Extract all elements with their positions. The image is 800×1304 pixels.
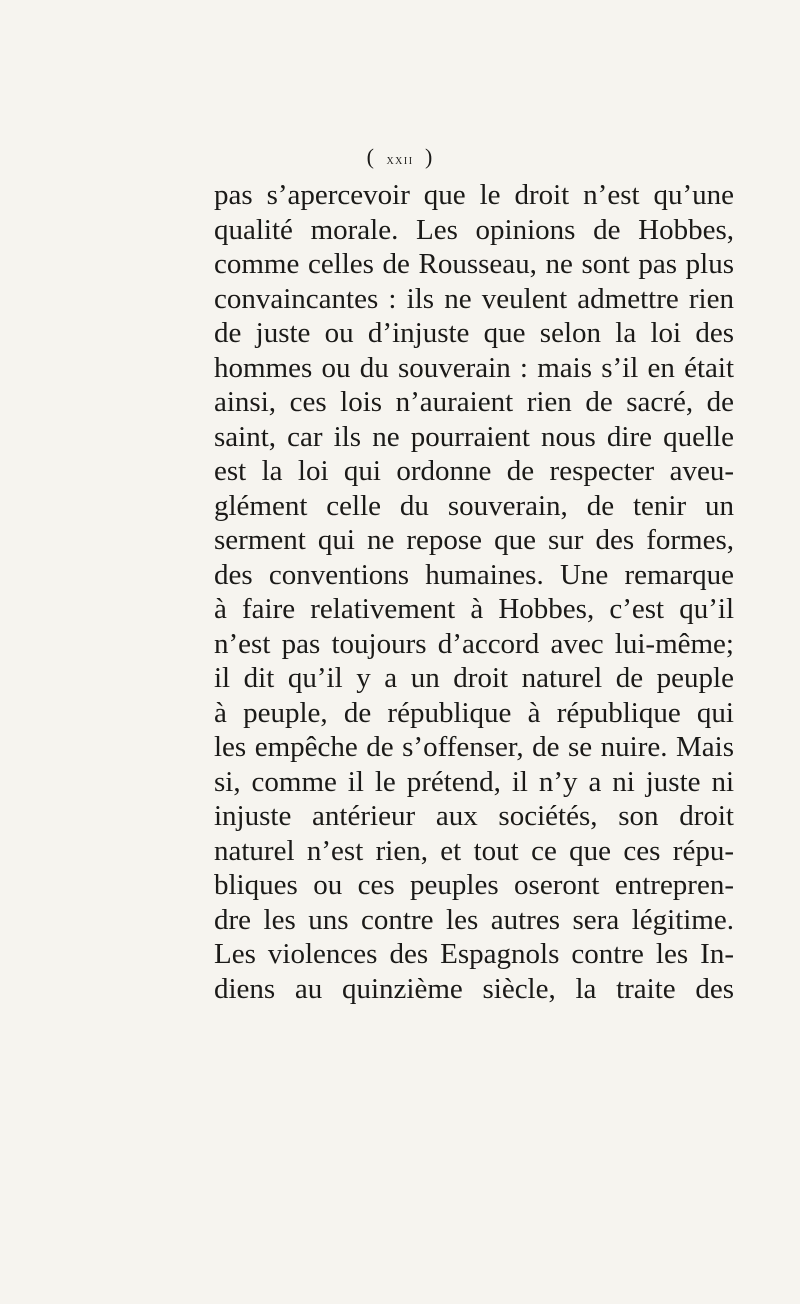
text-line: naturel n’est rien, et tout ce que ces répu- bbox=[214, 834, 734, 867]
text-line: si, comme il le prétend, il n’y a ni juste ni bbox=[214, 765, 734, 798]
text-line: bliques ou ces peuples oseront entrepren- bbox=[214, 869, 734, 901]
text-line: des conventions humaines. Une remarque bbox=[214, 558, 734, 591]
text-line: injuste antérieur aux sociétés, son droit bbox=[214, 800, 734, 832]
running-head bbox=[0, 144, 800, 170]
text-line: les empêche de s’offenser, de se nuire. Mais bbox=[214, 731, 734, 763]
text-line: il dit qu’il y a un droit naturel de peuple bbox=[214, 662, 734, 694]
text-line: serment qui ne repose que sur des formes, bbox=[214, 524, 734, 556]
text-line: à faire relativement à Hobbes, c’est qu’il bbox=[214, 593, 734, 625]
text-line: comme celles de Rousseau, ne sont pas plus bbox=[214, 248, 734, 280]
text-line: dre les uns contre les autres sera légitime. bbox=[214, 903, 734, 936]
text-line: hommes ou du souverain : mais s’il en était bbox=[214, 351, 734, 384]
text-line: qualité morale. Les opinions de Hobbes, bbox=[214, 213, 734, 246]
body-text bbox=[214, 178, 734, 1006]
text-line: ainsi, ces lois n’auraient rien de sacré, de bbox=[214, 386, 734, 418]
page-number: xxii bbox=[386, 153, 414, 168]
text-line: Les violences des Espagnols contre les In- bbox=[214, 938, 734, 970]
text-line: convaincantes : ils ne veulent admettre rien bbox=[214, 282, 734, 315]
running-head-close-paren: ) bbox=[425, 144, 434, 169]
text-line: est la loi qui ordonne de respecter aveu- bbox=[214, 455, 734, 487]
text-line: pas s’apercevoir que le droit n’est qu’une bbox=[214, 179, 734, 211]
text-line: de juste ou d’injuste que selon la loi des bbox=[214, 317, 734, 349]
text-line: n’est pas toujours d’accord avec lui-même; bbox=[214, 627, 734, 660]
text-line: glément celle du souverain, de tenir un bbox=[214, 489, 734, 522]
text-line: diens au quinzième siècle, la traite des bbox=[214, 972, 734, 1005]
text-line: à peuple, de république à république qui bbox=[214, 696, 734, 729]
text-line: saint, car ils ne pourraient nous dire quelle bbox=[214, 420, 734, 453]
running-head-open-paren: ( bbox=[366, 144, 375, 169]
